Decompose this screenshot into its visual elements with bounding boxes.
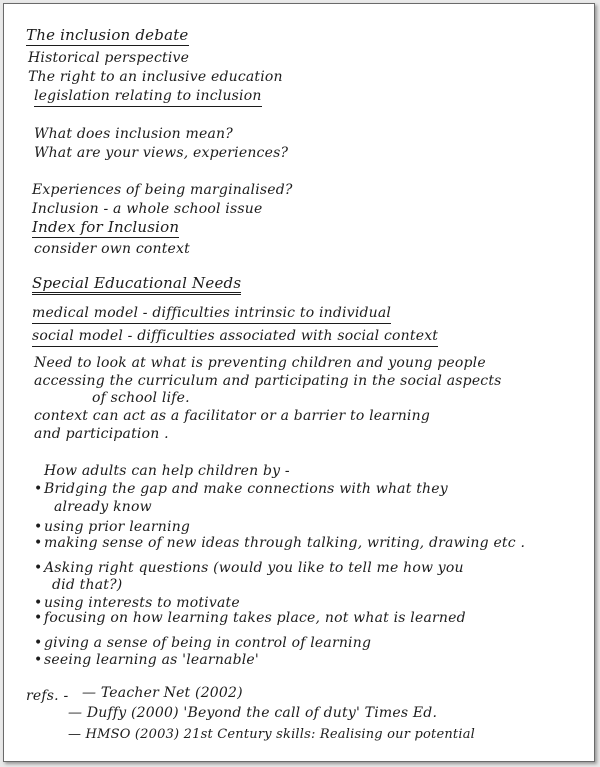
help-item [34, 634, 371, 652]
help-item [34, 480, 448, 498]
help-intro: How adults can help children by - [44, 463, 290, 479]
need-line-2: accessing the curriculum and participating in the social aspects [34, 373, 502, 389]
bullet-icon: • [34, 560, 43, 576]
refs-label: refs. - [26, 688, 69, 704]
sen-heading: Special Educational Needs [32, 274, 241, 295]
help-item-continued: did that?) [52, 577, 123, 593]
help-item-text: Asking right questions (would you like to tell me how you [44, 560, 464, 576]
notes-title: The inclusion debate [26, 26, 189, 44]
bullet-icon: • [34, 635, 43, 651]
marginalised-line-3: Index for Inclusion [32, 218, 180, 236]
bullet-icon: • [34, 519, 43, 535]
bullet-icon: • [34, 595, 43, 611]
help-item [34, 534, 525, 552]
marginalised-line-4: consider own context [34, 241, 190, 257]
need-line-3: of school life. [92, 390, 190, 406]
bullet-icon: • [34, 535, 43, 551]
ref-item: — HMSO (2003) 21st Century skills: Realising our potential [68, 727, 476, 742]
help-item-text: using interests to motivate [44, 595, 240, 611]
question-line-2: What are your views, experiences? [34, 145, 289, 161]
help-item-text: seeing learning as 'learnable' [44, 652, 259, 668]
ref-item: — Teacher Net (2002) [82, 685, 243, 701]
intro-line-1: Historical perspective [28, 50, 190, 66]
model-line-1: medical model - difficulties intrinsic to individual [32, 304, 391, 324]
marginalised-line-1: Experiences of being marginalised? [32, 182, 293, 198]
question-line-1: What does inclusion mean? [34, 126, 233, 142]
help-item-continued: already know [54, 499, 152, 515]
help-item-text: making sense of new ideas through talking, writing, drawing etc . [44, 535, 526, 551]
ref-item: — Duffy (2000) 'Beyond the call of duty' Times Ed. [68, 705, 438, 721]
bullet-icon: • [34, 652, 43, 668]
help-item [34, 559, 464, 577]
need-line-5: and participation . [34, 426, 169, 442]
ref-text: Teacher Net (2002) [100, 685, 243, 701]
intro-line-3: legislation relating to inclusion [34, 87, 262, 107]
marginalised-line-2: Inclusion - a whole school issue [32, 201, 263, 217]
need-line-1: Need to look at what is preventing children and young people [34, 355, 486, 371]
bullet-icon: • [34, 481, 43, 497]
help-item [34, 609, 466, 627]
help-item-text: Bridging the gap and make connections with what they [44, 481, 448, 497]
help-item-text: giving a sense of being in control of learning [44, 635, 372, 651]
help-item-text: using prior learning [44, 519, 191, 535]
help-item [34, 651, 259, 669]
need-line-4: context can act as a facilitator or a barrier to learning [34, 408, 430, 424]
notes-page [3, 3, 595, 762]
ref-text: Duffy (2000) 'Beyond the call of duty' Times Ed. [86, 705, 438, 721]
model-line-2: social model - difficulties associated with social context [32, 327, 438, 347]
help-item-text: focusing on how learning takes place, not what is learned [44, 610, 466, 626]
bullet-icon: • [34, 610, 43, 626]
ref-text: HMSO (2003) 21st Century skills: Realising our potential [85, 727, 476, 742]
intro-line-2: The right to an inclusive education [28, 69, 283, 85]
